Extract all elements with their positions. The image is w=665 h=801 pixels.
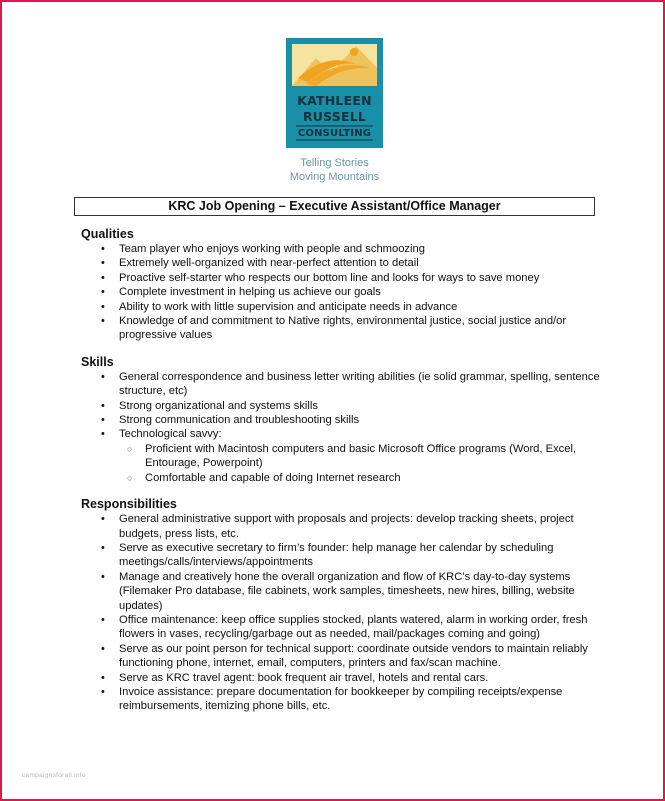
list-item: [81, 541, 601, 570]
list-item-text: Invoice assistance: prepare documentation for bookkeeper by compiling receipts/expense reimbursements, itemizing phone bills, etc.: [119, 685, 563, 713]
list-item: [81, 570, 601, 613]
list-item-text: Knowledge of and commitment to Native rights, environmental justice, social justice and/or progressive values: [119, 315, 567, 342]
tagline-line1: Telling Stories: [300, 157, 369, 169]
bullet-icon: •: [101, 642, 105, 655]
bullet-icon: •: [101, 414, 105, 427]
bullet-icon: •: [101, 286, 105, 299]
list-item: [81, 512, 601, 541]
responsibilities-heading: Responsibilities: [81, 497, 177, 512]
job-description-body: [81, 227, 601, 714]
sublist-item-text: Proficient with Macintosh computers and basic Microsoft Office programs (Word, Excel, Entourage, Powerpoint): [145, 442, 577, 470]
list-item-text: Serve as our point person for technical support: coordinate outside vendors to maintain reliably functioning phone, internet, email, computers, printers and fax/scan machine.: [119, 642, 588, 670]
bullet-icon: •: [101, 271, 105, 284]
list-item-text: Complete investment in helping us achieve our goals: [119, 286, 381, 299]
list-item: [81, 613, 601, 642]
list-item: [81, 427, 601, 485]
responsibilities-list: [81, 512, 601, 714]
tech-skills-sublist: [119, 442, 601, 485]
list-item: [81, 300, 601, 314]
logo-text-line1: KATHLEEN: [297, 93, 372, 108]
bullet-icon: •: [101, 370, 105, 383]
circle-bullet-icon: ○: [127, 443, 133, 454]
list-item: [81, 671, 601, 685]
bullet-icon: •: [101, 541, 105, 554]
list-item: [81, 314, 601, 343]
bullet-icon: •: [101, 243, 105, 255]
list-item-text: Proactive self-starter who respects our bottom line and looks for ways to save money: [119, 271, 540, 284]
list-item: [81, 285, 601, 299]
list-item: [81, 685, 601, 714]
bullet-icon: •: [101, 570, 105, 583]
list-item: [81, 399, 601, 413]
list-item: [81, 271, 601, 285]
list-item-text: Team player who enjoys working with people and schmoozing: [119, 243, 425, 255]
list-item-text: Strong organizational and systems skills: [119, 399, 318, 412]
list-item-text: Office maintenance: keep office supplies stocked, plants watered, alarm in working order, fresh flowers in vases, recycling/garbage out as needed, mail/packages coming and going): [119, 613, 588, 641]
company-logo: [286, 38, 383, 148]
circle-bullet-icon: ○: [127, 472, 133, 483]
logo-text-line2: RUSSELL: [302, 109, 367, 124]
bullet-icon: •: [101, 399, 105, 412]
skills-heading: Skills: [81, 354, 114, 369]
qualities-list: [81, 242, 601, 343]
bullet-icon: •: [101, 315, 105, 328]
job-title-box: KRC Job Opening – Executive Assistant/Office Manager: [74, 197, 595, 216]
qualities-heading: Qualities: [81, 227, 134, 241]
list-item: [81, 413, 601, 427]
bullet-icon: •: [101, 300, 105, 313]
list-item-text: Extremely well-organized with near-perfect attention to detail: [119, 257, 419, 270]
sublist-item: [119, 471, 601, 485]
bullet-icon: •: [101, 257, 105, 270]
sublist-item-text: Comfortable and capable of doing Internet research: [145, 471, 401, 484]
skills-list: [81, 370, 601, 485]
bullet-icon: •: [101, 613, 105, 626]
bullet-icon: •: [101, 685, 105, 698]
list-item-text: Technological savvy:: [119, 428, 222, 441]
bullet-icon: •: [101, 513, 105, 526]
list-item: [81, 370, 601, 399]
watermark: campaignsforall.info: [22, 772, 86, 779]
list-item-text: General correspondence and business letter writing abilities (ie solid grammar, spelling, sentence structure, etc): [119, 370, 600, 398]
list-item-text: Manage and creatively hone the overall organization and flow of KRC’s day-to-day systems (Filemaker Pro database, file cabinets, work samples, timesheets, new hires, billing, website updates): [119, 570, 575, 612]
logo-text-line3: CONSULTING: [297, 128, 372, 139]
list-item: [81, 642, 601, 671]
list-item: [81, 242, 601, 256]
list-item-text: Serve as executive secretary to firm’s founder: help manage her calendar by scheduling meetings/calls/interviews/appointments: [119, 541, 554, 569]
list-item-text: Serve as KRC travel agent: book frequent air travel, hotels and rental cars.: [119, 671, 489, 684]
tagline-line2: Moving Mountains: [289, 171, 380, 183]
list-item-text: General administrative support with proposals and projects: develop tracking sheets, project budgets, press lists, etc.: [119, 513, 574, 540]
bullet-icon: •: [101, 428, 105, 441]
list-item-text: Strong communication and troubleshooting skills: [119, 414, 360, 427]
sublist-item: [119, 442, 601, 471]
list-item: [81, 256, 601, 270]
list-item-text: Ability to work with little supervision and anticipate needs in advance: [119, 300, 458, 313]
bullet-icon: •: [101, 671, 105, 684]
